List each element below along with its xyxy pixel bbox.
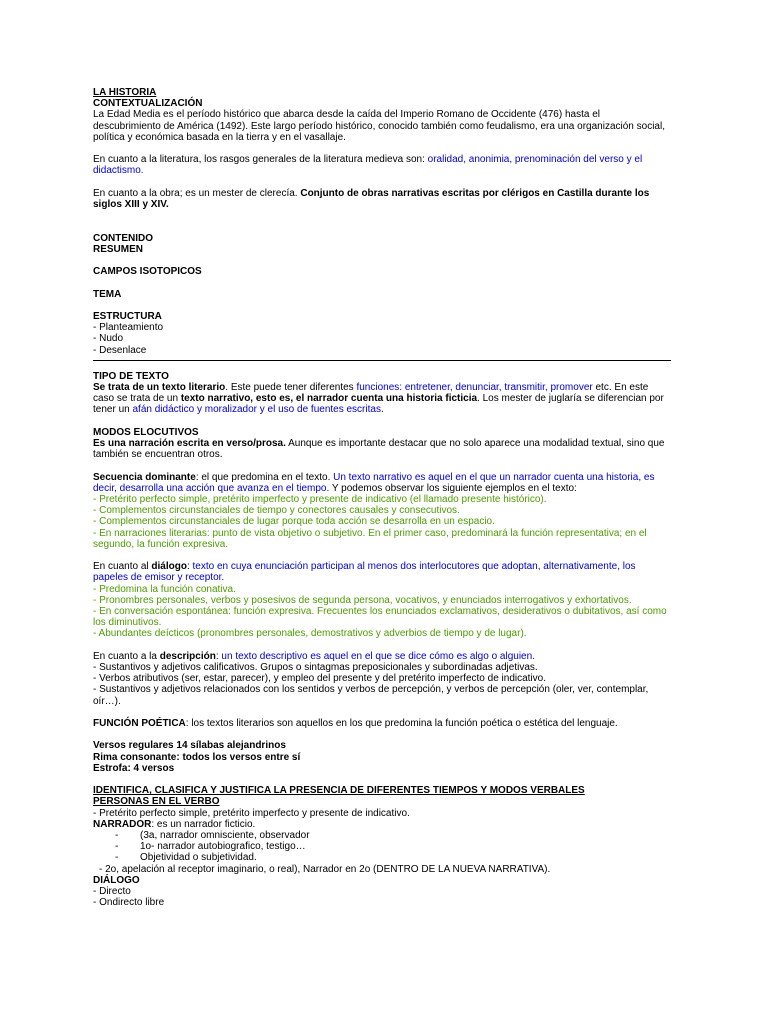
section-heading-campos: CAMPOS ISOTOPICOS <box>93 266 202 278</box>
section-heading-contenido: CONTENIDO <box>93 232 153 244</box>
list-item: - Sustantivos y adjetivos relacionados con los sentidos y verbos de percepción, y verbos de percepción (oler, ver, contemplar, oír…). <box>93 684 649 707</box>
list-item: - En narraciones literarias: punto de vista objetivo o subjetivo. En el primer caso, predominará la función representativa; en el segundo, la función expresiva. <box>93 527 647 550</box>
list-item: - Ondirecto libre <box>93 897 165 909</box>
list-item: - Sustantivos y adjetivos calificativos. Grupos o sintagmas preposicionales y subordinadas adjetivas. <box>93 662 538 673</box>
section-heading-identifica: IDENTIFICA, CLASIFICA Y JUSTIFICA LA PRESENCIA DE DIFERENTES TIEMPOS Y MODOS VERBALES <box>93 785 585 797</box>
list-item: - 1o- narrador autobiografico, testigo… <box>115 841 306 853</box>
paragraph: En cuanto a la descripción: un texto descriptivo es aquel en el que se dice cómo es algo o alguien. <box>93 650 535 662</box>
list-item: - Predomina la función conativa. <box>93 583 236 595</box>
paragraph: La Edad Media es el período histórico que abarca desde la caída del Imperio Romano de Occidente (476) hasta el descubrimiento de América (1492). Este largo período histórico, conocido también como feudalismo, era una organización social, política y económica basada en la tierra y en el vasallaje. <box>93 109 665 143</box>
verse-info: Rima consonante: todos los versos entre sí <box>93 751 301 763</box>
document-title: LA HISTORIA <box>93 87 157 98</box>
list-item: - Desenlace <box>93 344 147 356</box>
list-item: - Nudo <box>93 333 124 345</box>
list-item: - Pretérito perfecto simple, pretérito imperfecto y presente de indicativo (el llamado presente histórico). <box>93 493 547 505</box>
section-heading-modos: MODOS ELOCUTIVOS <box>93 426 199 438</box>
paragraph: Se trata de un texto literario. Este puede tener diferentes funciones: entretener, denunciar, transmitir, promover etc. En este caso se trata de un texto narrativo, esto es, el narrador cuenta una historia ficticia. Los mester de juglaría se diferencian por tener un afán didáctico y moralizador y el uso de fuentes escritas. <box>93 381 664 416</box>
list-item: - Planteamiento <box>93 322 164 334</box>
list-item: - Verbos atributivos (ser, estar, parecer), y empleo del presente y del pretérito imperfecto de indicativo. <box>93 673 546 685</box>
horizontal-rule <box>93 360 671 361</box>
paragraph: FUNCIÓN POÉTICA: los textos literarios son aquellos en los que predomina la función poética o estética del lenguaje. <box>93 718 618 729</box>
section-heading-dialogo: DIÁLOGO <box>93 874 140 886</box>
list-item: - Pronombres personales, verbos y posesivos de segunda persona, vocativos, y enunciados interrogativos y exhortativos. <box>93 594 632 606</box>
list-item: - 2o, apelación al receptor imaginario, o real), Narrador en 2o (DENTRO DE LA NUEVA NARRATIVA). <box>99 863 551 875</box>
section-heading-resumen: RESUMEN <box>93 243 144 255</box>
section-heading-contextualizacion: CONTEXTUALIZACIÓN <box>93 98 203 110</box>
section-heading-estructura: ESTRUCTURA <box>93 310 162 322</box>
paragraph: En cuanto a la obra; es un mester de clerecía. Conjunto de obras narrativas escritas por clérigos en Castilla durante los siglos XIII y XIV. <box>93 187 650 210</box>
section-heading-tema: TEMA <box>93 288 122 300</box>
verse-info: Estrofa: 4 versos <box>93 762 175 774</box>
list-item: - Pretérito perfecto simple, pretérito imperfecto y presente de indicativo. <box>93 807 410 819</box>
paragraph: En cuanto a la literatura, los rasgos generales de la literatura medieva son: oralidad, anonimia, prenominación del verso y el didactismo. <box>93 154 643 177</box>
paragraph: Secuencia dominante: el que predomina en el texto. Un texto narrativo es aquel en el que un narrador cuenta una historia, es decir, desarrolla una acción que avanza en el tiempo. Y podemos observar los siguiente ejemplos en el texto: <box>93 471 655 494</box>
verse-info: Versos regulares 14 sílabas alejandrinos <box>93 740 286 752</box>
paragraph: NARRADOR: es un narrador ficticio. <box>93 818 256 830</box>
list-item: - Directo <box>93 886 131 898</box>
list-item: - Complementos circunstanciales de tiempo y conectores causales y consecutivos. <box>93 505 460 517</box>
list-item: - Abundantes deícticos (pronombres personales, demostrativos y adverbios de tiempo y de lugar). <box>93 628 527 640</box>
list-item: - Objetividad o subjetividad. <box>115 852 257 864</box>
list-item: - (3a, narrador omnisciente, observador <box>115 830 310 841</box>
section-heading-tipo: TIPO DE TEXTO <box>93 370 169 382</box>
list-item: - En conversación espontánea: función expresiva. Frecuentes los enunciados exclamativos, desiderativos o dubitativos, así como los diminutivos. <box>93 606 667 629</box>
document-page <box>93 87 670 908</box>
paragraph: Es una narración escrita en verso/prosa. Aunque es importante destacar que no solo aparece una modalidad textual, sino que también se encuentran otros. <box>93 437 665 461</box>
list-item: - Complementos circunstanciales de lugar porque toda acción se desarrolla en un espacio. <box>93 516 495 528</box>
section-heading-personas: PERSONAS EN EL VERBO <box>93 796 220 808</box>
paragraph: En cuanto al diálogo: texto en cuya enunciación participan al menos dos interlocutores que adoptan, alternativamente, los papeles de emisor y receptor. <box>93 561 636 584</box>
